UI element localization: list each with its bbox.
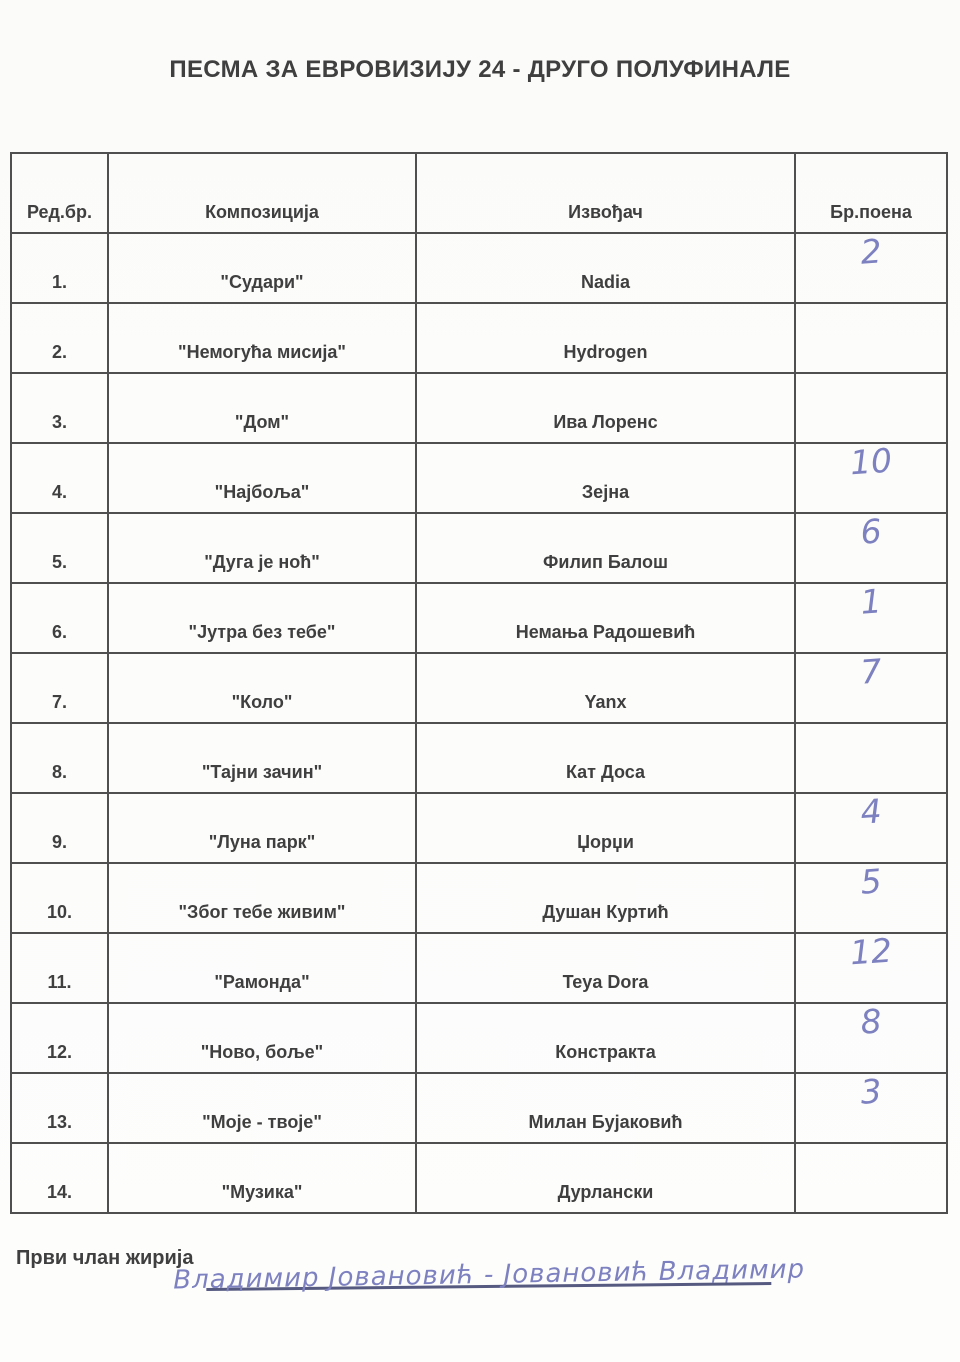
composition-cell [107, 724, 415, 792]
table-row [12, 442, 946, 512]
composition-cell [107, 304, 415, 372]
points-cell [794, 231, 946, 302]
performer-cell [415, 1144, 794, 1212]
ordinal-number: 2. [51, 342, 67, 362]
performer-name: Зејна [581, 482, 630, 502]
handwritten-score: 2 [859, 231, 883, 272]
table-row [12, 372, 946, 442]
ordinal-number: 12. [46, 1042, 73, 1062]
points-cell [794, 724, 946, 792]
table-row [12, 232, 946, 302]
points-cell [794, 1001, 946, 1072]
composition-cell [107, 1144, 415, 1212]
handwritten-score: 7 [859, 651, 883, 692]
performer-name: Душан Куртић [542, 902, 669, 922]
handwritten-score: 8 [859, 1001, 883, 1042]
performer-cell [415, 654, 794, 722]
ordinal-number: 6. [51, 622, 67, 642]
ordinal-number: 14. [46, 1182, 73, 1202]
handwritten-score: 12 [848, 930, 894, 973]
ordinal-cell [12, 864, 107, 932]
col-header-performer: Извођач [415, 154, 794, 232]
points-cell [794, 581, 946, 652]
composition-cell [107, 1074, 415, 1142]
composition-title: "Немогућа мисија" [178, 342, 346, 362]
ordinal-number: 11. [47, 972, 72, 992]
ordinal-cell [12, 444, 107, 512]
document-title: ПЕСМА ЗА ЕВРОВИЗИЈУ 24 - ДРУГО ПОЛУФИНАЛЕ [169, 56, 791, 83]
table-row [12, 1142, 946, 1212]
performer-name: Nadia [580, 272, 631, 292]
performer-cell [415, 374, 794, 442]
performer-name: Филип Балош [543, 552, 668, 572]
scores-table [10, 152, 948, 1214]
performer-cell [415, 1004, 794, 1072]
jury-footer [16, 1243, 946, 1333]
performer-name: Џорџи [577, 832, 634, 852]
composition-title: "Ново, боље" [200, 1042, 324, 1062]
performer-name: Ива Лоренс [553, 412, 658, 432]
table-row [12, 302, 946, 372]
ordinal-cell [12, 514, 107, 582]
performer-cell [415, 1074, 794, 1142]
points-cell [794, 651, 946, 722]
performer-cell [415, 724, 794, 792]
composition-title: "Тајни зачин" [201, 762, 323, 782]
ordinal-number: 1. [51, 272, 67, 292]
points-cell [794, 1144, 946, 1212]
points-cell [794, 374, 946, 442]
ordinal-cell [12, 654, 107, 722]
performer-name: Дурлански [557, 1182, 654, 1202]
ordinal-cell [12, 724, 107, 792]
performer-name: Teya Dora [562, 972, 649, 992]
performer-name: Кат Доса [565, 762, 646, 782]
composition-title: "Судари" [220, 272, 304, 292]
signature-line [172, 1218, 805, 1296]
composition-title: "Јутра без тебе" [188, 622, 336, 642]
composition-title: "Луна парк" [208, 832, 316, 852]
performer-cell [415, 794, 794, 862]
handwritten-score: 10 [848, 440, 894, 483]
table-row [12, 792, 946, 862]
performer-cell [415, 234, 794, 302]
performer-cell [415, 584, 794, 652]
ordinal-cell [12, 304, 107, 372]
composition-title: "Рамонда" [214, 972, 310, 992]
ordinal-number: 13. [46, 1112, 73, 1132]
performer-cell [415, 444, 794, 512]
points-cell [794, 861, 946, 932]
performer-name: Немања Радошевић [515, 622, 696, 642]
points-cell [794, 791, 946, 862]
handwritten-score: 5 [859, 861, 883, 902]
composition-cell [107, 374, 415, 442]
composition-title: "Коло" [231, 692, 293, 712]
table-row [12, 1072, 946, 1142]
jury-signature: Владимир Јовановић - Јовановић Владимир [172, 1254, 805, 1296]
ordinal-number: 8. [51, 762, 67, 782]
performer-cell [415, 864, 794, 932]
ordinal-cell [12, 1144, 107, 1212]
ordinal-cell [12, 374, 107, 442]
col-header-composition: Композиција [107, 154, 415, 232]
composition-title: "Моје - твоје" [202, 1112, 322, 1132]
ordinal-cell [12, 934, 107, 1002]
composition-cell [107, 864, 415, 932]
ordinal-cell [12, 1074, 107, 1142]
composition-cell [107, 584, 415, 652]
composition-title: "Због тебе живим" [178, 902, 346, 922]
composition-cell [107, 654, 415, 722]
ordinal-number: 9. [51, 832, 67, 852]
table-row [12, 722, 946, 792]
table-row [12, 512, 946, 582]
ordinal-number: 5. [51, 552, 67, 572]
ordinal-number: 4. [51, 482, 67, 502]
table-row [12, 652, 946, 722]
composition-cell [107, 514, 415, 582]
ordinal-cell [12, 234, 107, 302]
points-cell [794, 440, 946, 512]
table-header-row [12, 154, 946, 232]
points-cell [794, 930, 946, 1002]
ordinal-cell [12, 1004, 107, 1072]
ordinal-cell [12, 794, 107, 862]
points-cell [794, 304, 946, 372]
performer-cell [415, 304, 794, 372]
performer-name: Hydrogen [563, 342, 648, 362]
table-row [12, 582, 946, 652]
table-row [12, 932, 946, 1002]
composition-title: "Најбоља" [214, 482, 310, 502]
jury-member-label: Први члан жирија [16, 1247, 194, 1269]
composition-cell [107, 444, 415, 512]
composition-cell [107, 1004, 415, 1072]
ordinal-cell [12, 584, 107, 652]
table-row [12, 862, 946, 932]
col-header-points: Бр.поена [794, 154, 946, 232]
ordinal-number: 3. [51, 412, 67, 432]
handwritten-score: 6 [859, 511, 883, 552]
performer-cell [415, 514, 794, 582]
composition-cell [107, 794, 415, 862]
composition-cell [107, 234, 415, 302]
col-header-ordinal: Ред.бр. [26, 202, 93, 222]
handwritten-score: 1 [859, 581, 883, 622]
composition-title: "Музика" [221, 1182, 303, 1202]
points-cell [794, 1071, 946, 1142]
handwritten-score: 3 [859, 1071, 883, 1112]
handwritten-score: 4 [859, 791, 883, 832]
performer-name: Yanx [584, 692, 627, 712]
performer-cell [415, 934, 794, 1002]
ordinal-number: 10. [46, 902, 73, 922]
ordinal-number: 7. [51, 692, 67, 712]
points-cell [794, 511, 946, 582]
composition-title: "Дом" [234, 412, 290, 432]
composition-cell [107, 934, 415, 1002]
performer-name: Констракта [555, 1042, 656, 1062]
table-row [12, 1002, 946, 1072]
performer-name: Милан Бујаковић [528, 1112, 683, 1132]
composition-title: "Дуга је ноћ" [204, 552, 320, 572]
